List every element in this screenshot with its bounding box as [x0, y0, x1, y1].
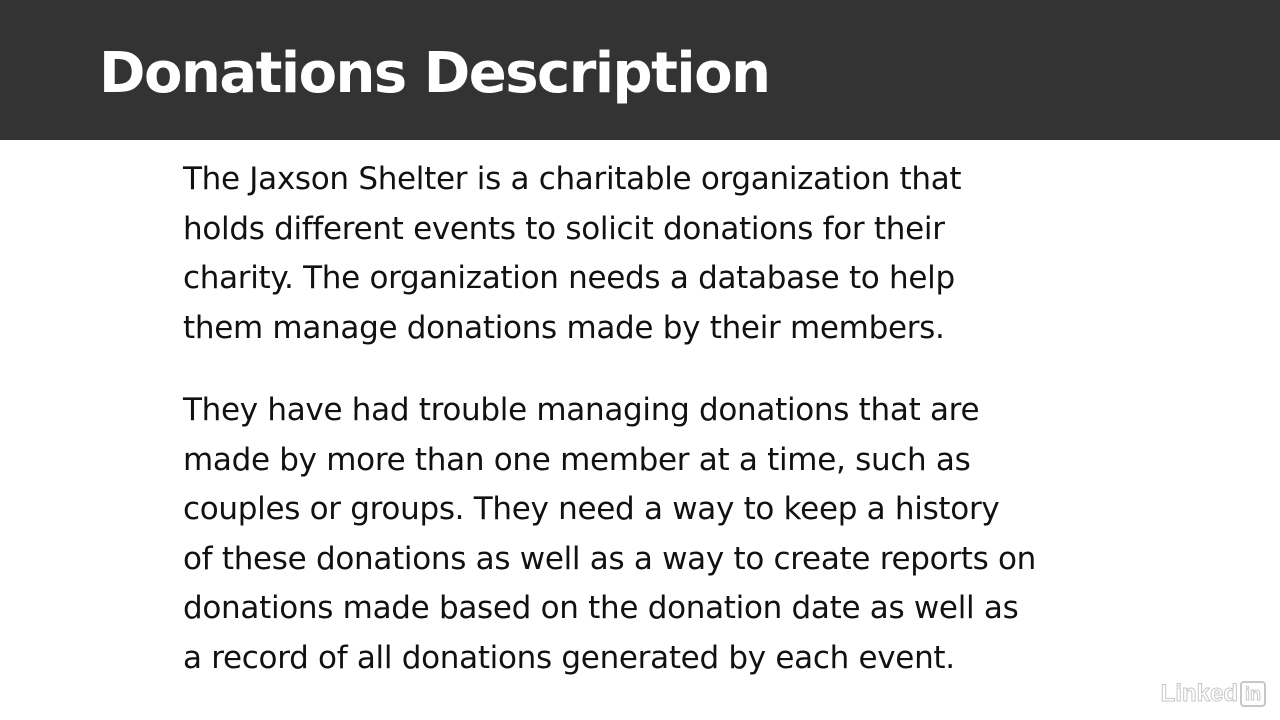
paragraph-line: couples or groups. They need a way to keep a history: [183, 491, 1000, 527]
watermark-in-box: in: [1240, 681, 1266, 707]
paragraph-line: charity. The organization needs a database to help: [183, 260, 955, 296]
paragraph-line: The Jaxson Shelter is a charitable organization that: [183, 161, 962, 197]
slide-content: [183, 155, 1143, 683]
paragraph-line: They have had trouble managing donations that are: [183, 392, 980, 428]
paragraph-line: a record of all donations generated by each event.: [183, 639, 955, 676]
watermark-text: Linked: [1160, 680, 1238, 707]
description-paragraph-1: [183, 155, 1143, 353]
slide-title: Donations Description: [99, 41, 770, 106]
paragraph-line: holds different events to solicit donations for their: [183, 210, 945, 247]
description-paragraph-2: [183, 386, 1143, 683]
paragraph-line: of these donations as well as a way to create reports on: [183, 540, 1037, 577]
paragraph-line: made by more than one member at a time, such as: [183, 441, 971, 478]
paragraph-line: them manage donations made by their members.: [183, 309, 945, 346]
linkedin-watermark-logo: [1161, 680, 1266, 708]
title-bar: [0, 0, 1280, 140]
paragraph-line: donations made based on the donation date as well as: [183, 590, 1019, 626]
